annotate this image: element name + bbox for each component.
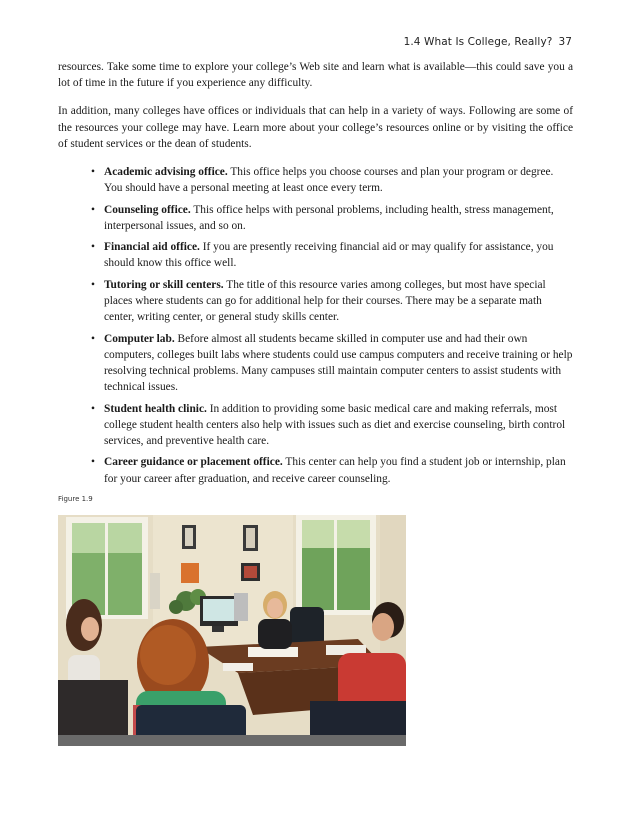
student-meeting-photo [58, 515, 406, 746]
resource-term: Career guidance or placement office. [104, 456, 283, 469]
list-item [104, 401, 573, 450]
list-item [104, 202, 573, 234]
page-number: 37 [558, 36, 572, 48]
list-item [104, 454, 573, 486]
resource-description: This office helps with personal problems, including health, stress management, interpersonal issues, and so on. [104, 203, 554, 232]
section-title: 1.4 What Is College, Really? [403, 36, 553, 48]
resource-description: Before almost all students became skilled in computer use and had their own computers, colleges built labs where students could use campus computers and receive training or help resolving technical problems. Many campuses still maintain computer centers to assist students with technical issues. [104, 332, 573, 394]
list-item [104, 331, 573, 396]
resource-description: This office helps you choose courses and plan your program or degree. You should have a personal meeting at least once every term. [104, 166, 554, 195]
page-body [58, 59, 573, 492]
resource-term: Tutoring or skill centers. [104, 278, 224, 291]
resource-list [58, 164, 573, 487]
list-item [104, 164, 573, 196]
running-header [404, 36, 572, 48]
resource-term: Academic advising office. [104, 166, 228, 179]
resource-term: Counseling office. [104, 203, 191, 216]
resource-description: In addition to providing some basic medical care and making referrals, most college student health centers also help with issues such as diet and exercise counseling, birth control services, and preventive health care. [104, 402, 566, 447]
intro-paragraph: resources. Take some time to explore your college’s Web site and learn what is available—this could save you a lot of time in the future if you experience any difficulty. [58, 61, 573, 90]
figure-caption: Figure 1.9 [58, 495, 93, 503]
resource-description: The title of this resource varies among colleges, but most have special places where students can go for additional help for their courses. There may be a separate math center, writing center, or general study skills center. [104, 278, 546, 324]
resource-term: Financial aid office. [104, 241, 200, 254]
list-item [104, 239, 573, 271]
resources-paragraph: In addition, many colleges have offices or individuals that can help in a variety of ways. Following are some of the resources your college may have. Learn more about your college’s resources online or by visiting the office of student services or the dean of students. [58, 105, 573, 150]
resource-description: If you are presently receiving financial aid or may qualify for assistance, you should know this office well. [104, 241, 554, 270]
resource-description: This center can help you find a student job or internship, plan for your career after graduation, and receive career counseling. [104, 456, 566, 485]
resource-term: Student health clinic. [104, 402, 207, 415]
figure-photo [58, 515, 406, 746]
resource-term: Computer lab. [104, 332, 175, 345]
list-item [104, 277, 573, 326]
